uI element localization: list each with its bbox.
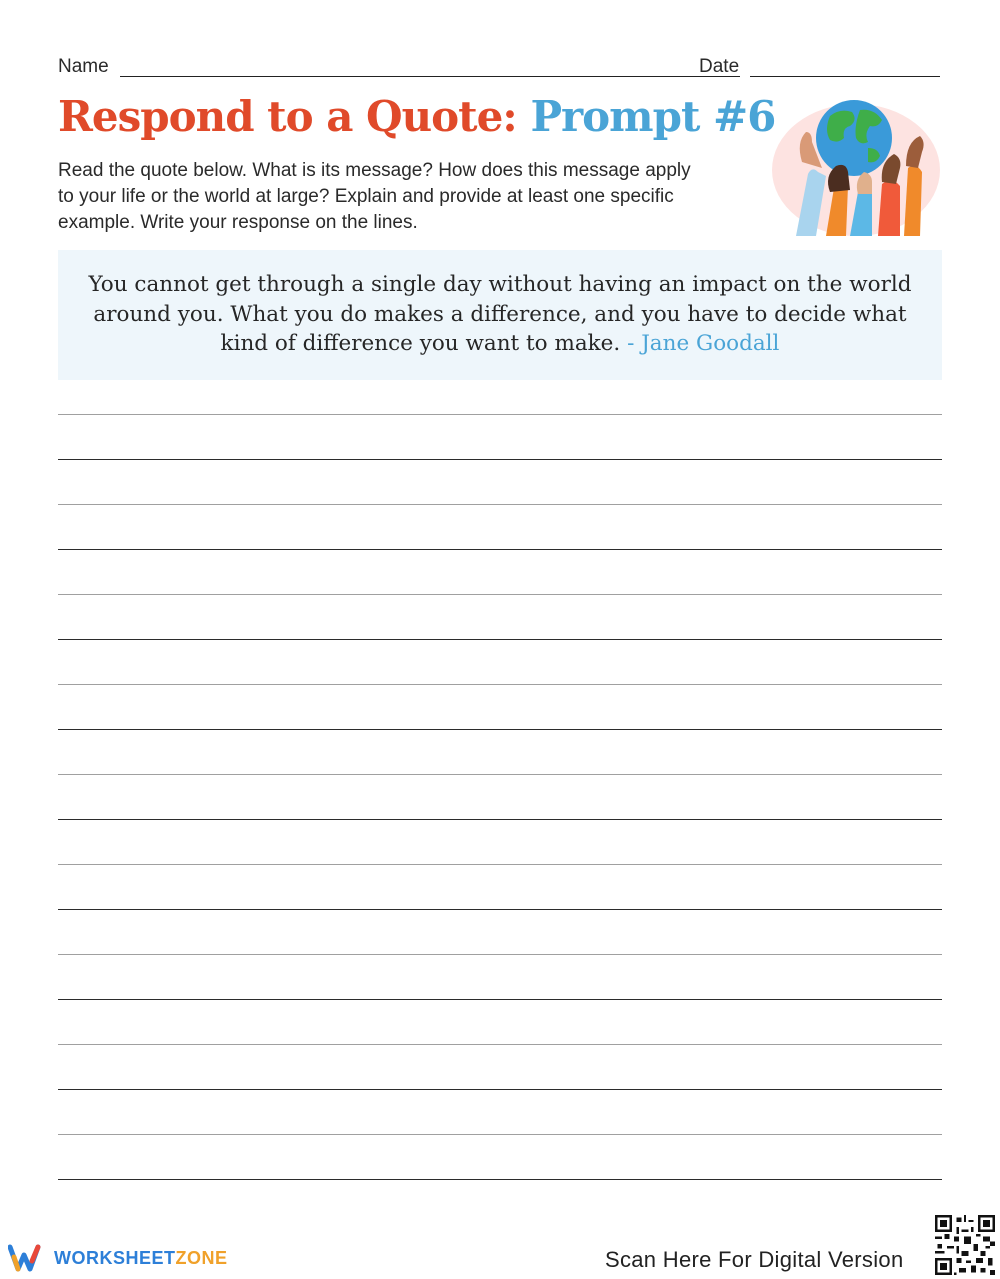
writing-line[interactable] bbox=[58, 999, 942, 1000]
writing-line[interactable] bbox=[58, 774, 942, 775]
writing-line[interactable] bbox=[58, 639, 942, 640]
writing-line[interactable] bbox=[58, 909, 942, 910]
quote-line: You cannot get through a single day without having an impact on the world bbox=[88, 272, 912, 297]
writing-line[interactable] bbox=[58, 819, 942, 820]
instructions-line: example. Write your response on the lines. bbox=[58, 212, 418, 233]
writing-line[interactable] bbox=[58, 414, 942, 415]
quote-box bbox=[58, 250, 942, 380]
quote-line: kind of difference you want to make. bbox=[220, 331, 621, 356]
brand-name-part: WORKSHEET bbox=[54, 1247, 176, 1268]
worksheetzone-logo-icon bbox=[8, 1243, 48, 1273]
quote-text bbox=[78, 270, 922, 359]
brand-name bbox=[54, 1248, 228, 1269]
instructions bbox=[58, 158, 758, 236]
writing-line[interactable] bbox=[58, 504, 942, 505]
instructions-line: to your life or the world at large? Explain and provide at least one specific bbox=[58, 186, 674, 207]
writing-line[interactable] bbox=[58, 684, 942, 685]
quote-line: around you. What you do makes a difference, and you have to decide what bbox=[93, 301, 907, 327]
page-title bbox=[58, 92, 775, 141]
writing-line[interactable] bbox=[58, 864, 942, 865]
date-label: Date bbox=[699, 56, 740, 77]
writing-line[interactable] bbox=[58, 729, 942, 730]
name-label: Name bbox=[58, 56, 109, 77]
writing-line[interactable] bbox=[58, 1044, 942, 1045]
instructions-line: Read the quote below. What is its message? How does this message apply bbox=[58, 160, 691, 181]
worksheetzone-logo bbox=[8, 1243, 228, 1273]
writing-line[interactable] bbox=[58, 594, 942, 595]
writing-line[interactable] bbox=[58, 1089, 942, 1090]
quote-author: - Jane Goodall bbox=[627, 331, 780, 356]
name-date-row bbox=[58, 56, 942, 82]
writing-line[interactable] bbox=[58, 459, 942, 460]
name-field[interactable] bbox=[120, 76, 740, 77]
writing-line[interactable] bbox=[58, 549, 942, 550]
qr-code-icon[interactable] bbox=[935, 1215, 995, 1275]
quote-line-last bbox=[78, 329, 922, 359]
title-prompt-number: Prompt #6 bbox=[530, 92, 776, 141]
brand-name-part: ZONE bbox=[175, 1247, 228, 1268]
title-main: Respond to a Quote: bbox=[58, 92, 531, 141]
writing-line[interactable] bbox=[58, 954, 942, 955]
writing-line[interactable] bbox=[58, 1179, 942, 1180]
scan-here-text: Scan Here For Digital Version bbox=[605, 1247, 904, 1272]
date-field[interactable] bbox=[750, 76, 940, 77]
writing-line[interactable] bbox=[58, 1134, 942, 1135]
globe-hands-illustration bbox=[768, 96, 942, 238]
